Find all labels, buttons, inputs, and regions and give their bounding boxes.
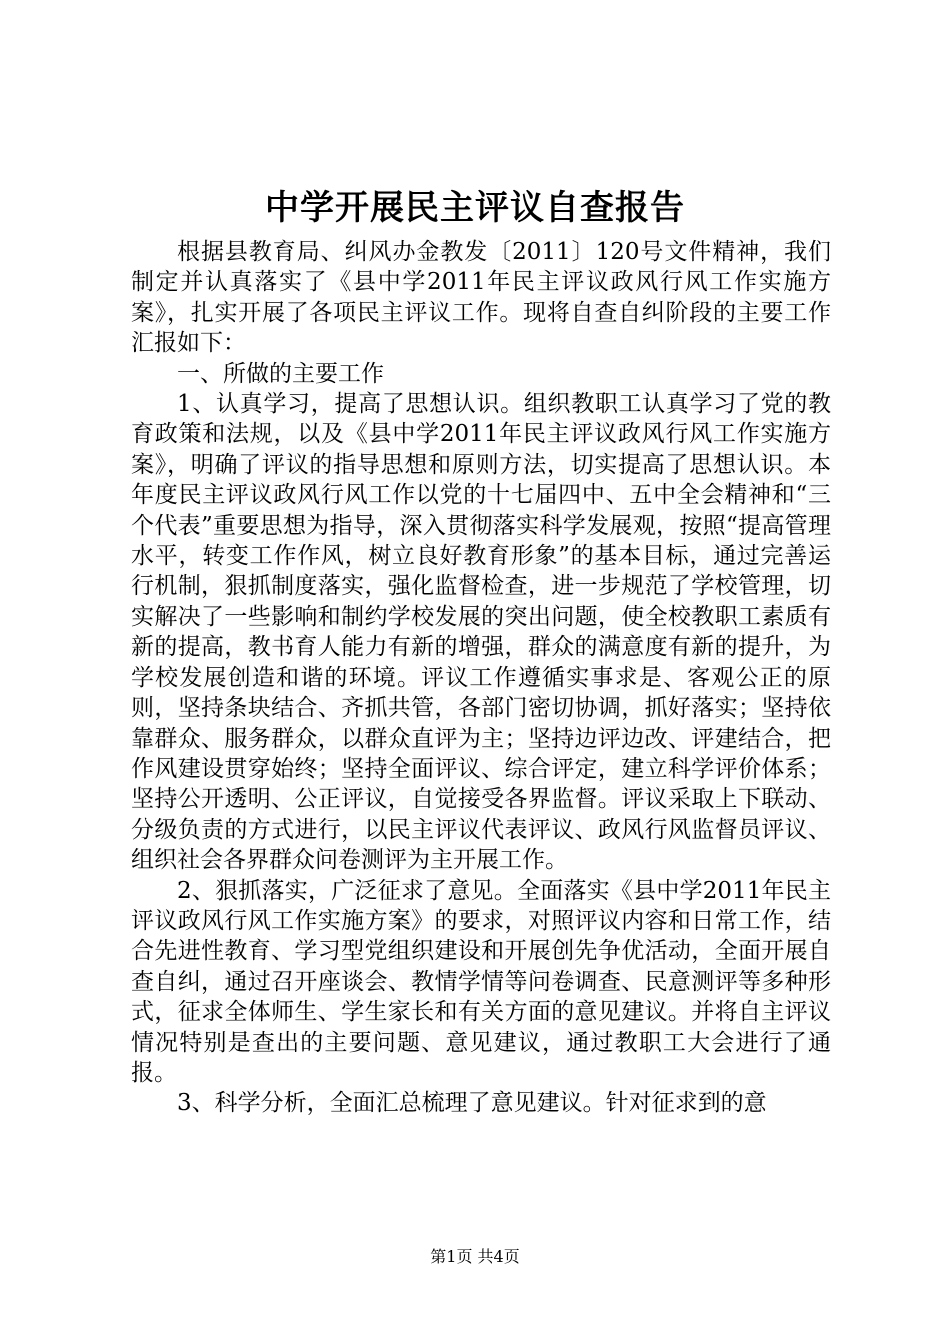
page-title: 中学开展民主评议自查报告: [265, 188, 685, 228]
paragraph-item-1: 1、认真学习，提高了思想认识。组织教职工认真学习了党的教育政策和法规，以及《县中学2011年民主评议政风行风工作实施方案》，明确了评议的指导思想和原则方法，切实提高了思想认识。本年度民主评议政风行风工作以党的十七届四中、五中全会精神和“三个代表”重要思想为指导，深入贯彻落实科学发展观，按照“提高管理水平，转变工作作风，树立良好教育形象”的基本目标，通过完善运行机制，狠抓制度落实，强化监督检查，进一步规范了学校管理，切实解决了一些影响和制约学校发展的突出问题，使全校教职工素质有新的提高，教书育人能力有新的增强，群众的满意度有新的提升，为学校发展创造和谐的环境。评议工作遵循实事求是、客观公正的原则，坚持条块结合、齐抓共管，各部门密切协调，抓好落实；坚持依靠群众、服务群众，以群众直评为主；坚持边评边改、评建结合，把作风建设贯穿始终；坚持全面评议、综合评定，建立科学评价体系；坚持公开透明、公正评议，自觉接受各界监督。评议采取上下联动、分级负责的方式进行，以民主评议代表评议、政风行风监督员评议、组织社会各界群众问卷测评为主开展工作。: [131, 391, 831, 874]
paragraph-item-3: 3、科学分析，全面汇总梳理了意见建议。针对征求到的意: [177, 1090, 767, 1117]
paragraph-intro: 根据县教育局、纠风办金教发〔2011〕120号文件精神，我们制定并认真落实了《县中学2011年民主评议政风行风工作实施方案》，扎实开展了各项民主评议工作。现将自查自纠阶段的主要工作汇报如下：: [131, 239, 831, 357]
section-heading: 一、所做的主要工作: [177, 360, 384, 387]
page-number-footer: 第1页 共4页: [430, 1247, 520, 1266]
paragraph-item-2: 2、狠抓落实，广泛征求了意见。全面落实《县中学2011年民主评议政风行风工作实施方案》的要求，对照评议内容和日常工作，结合先进性教育、学习型党组织建设和开展创先争优活动，全面开展自查自纠，通过召开座谈会、教情学情等问卷调查、民意测评等多种形式，征求全体师生、学生家长和有关方面的意见建议。并将自主评议情况特别是查出的主要问题、意见建议，通过教职工大会进行了通报。: [131, 877, 831, 1086]
document-body: [131, 237, 831, 1119]
